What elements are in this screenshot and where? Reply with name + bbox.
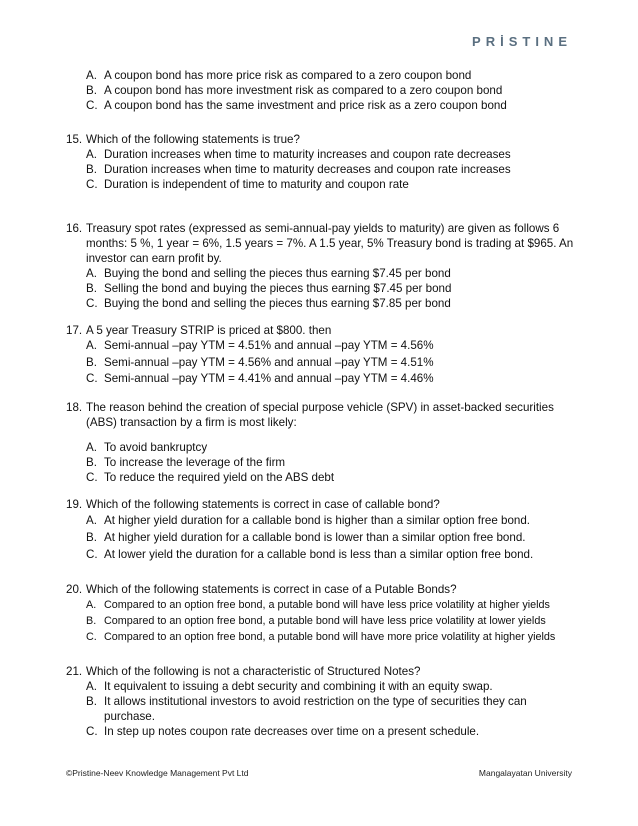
pristine-logo: PRİSTINE xyxy=(472,34,572,49)
question-stem xyxy=(66,664,576,679)
option-letter: C. xyxy=(86,178,98,191)
question-number: 15. xyxy=(66,133,83,146)
question-text: Which of the following statements is true? xyxy=(86,133,300,146)
option xyxy=(66,83,576,98)
option xyxy=(66,371,576,388)
question-number: 17. xyxy=(66,324,83,337)
option-text: Buying the bond and selling the pieces thus earning $7.45 per bond xyxy=(104,267,451,280)
option xyxy=(66,338,576,355)
option xyxy=(66,281,576,296)
question-text: The reason behind the creation of special purpose vehicle (SPV) in asset-backed securities (ABS) transaction by a firm is most likely: xyxy=(86,400,554,429)
option-text: It equivalent to issuing a debt security and combining it with an equity swap. xyxy=(104,679,493,693)
option-letter: C. xyxy=(86,372,98,385)
option xyxy=(66,724,576,739)
option-text: At lower yield the duration for a callable bond is less than a similar option free bond. xyxy=(104,547,534,561)
option-letter: A. xyxy=(86,267,97,280)
question-18 xyxy=(66,400,576,485)
option-text: Semi-annual –pay YTM = 4.51% and annual –pay YTM = 4.56% xyxy=(104,339,434,352)
option-text: Compared to an option free bond, a putable bond will have less price volatility at higher yields xyxy=(104,598,550,611)
question-stem xyxy=(66,323,576,338)
option-letter: A. xyxy=(86,440,97,454)
option-text: To reduce the required yield on the ABS debt xyxy=(104,470,335,484)
option xyxy=(66,529,576,546)
question-16 xyxy=(66,221,576,311)
option-letter: A. xyxy=(86,339,97,352)
option xyxy=(66,679,576,694)
option-letter: A. xyxy=(86,598,97,611)
option xyxy=(66,147,576,162)
option-text: Selling the bond and buying the pieces thus earning $7.45 per bond xyxy=(104,282,452,295)
question-number: 18. xyxy=(66,400,83,414)
option-text: Duration increases when time to maturity increases and coupon rate decreases xyxy=(104,148,511,161)
question-text: Treasury spot rates (expressed as semi-annual-pay yields to maturity) are given as follows 6 months: 5 %, 1 year = 6%, 1.5 years = 7%. A 1.5 year, 5% Treasury bond is trading at $965. An investor can earn profit by. xyxy=(86,222,574,265)
option-text: To increase the leverage of the firm xyxy=(104,455,286,469)
option-text: A coupon bond has more investment risk as compared to a zero coupon bond xyxy=(104,84,503,97)
option xyxy=(66,162,576,177)
question-text: Which of the following statements is correct in case of callable bond? xyxy=(86,497,440,511)
option-letter: C. xyxy=(86,724,98,738)
option-text: At higher yield duration for a callable bond is higher than a similar option free bond. xyxy=(104,513,531,527)
option-text: A coupon bond has the same investment and price risk as a zero coupon bond xyxy=(104,99,507,112)
option xyxy=(66,98,576,113)
question-21 xyxy=(66,664,576,739)
option-letter: B. xyxy=(86,694,97,708)
option xyxy=(66,266,576,281)
option xyxy=(66,613,576,629)
option-text: It allows institutional investors to avoid restriction on the type of securities they can purchase. xyxy=(104,694,527,723)
option-text: At higher yield duration for a callable bond is lower than a similar option free bond. xyxy=(104,530,526,544)
question-stem xyxy=(66,221,576,266)
question-19 xyxy=(66,497,576,563)
option-letter: A. xyxy=(86,679,97,693)
option-letter: B. xyxy=(86,282,97,295)
option-text: Compared to an option free bond, a putable bond will have less price volatility at lower yields xyxy=(104,614,546,627)
option-text: Duration is independent of time to maturity and coupon rate xyxy=(104,178,409,191)
option-letter: A. xyxy=(86,148,97,161)
question-stem xyxy=(66,132,576,147)
option-letter: C. xyxy=(86,630,97,643)
question-number: 16. xyxy=(66,222,83,235)
option xyxy=(66,455,576,470)
option xyxy=(66,68,576,83)
option-text: Duration increases when time to maturity decreases and coupon rate increases xyxy=(104,163,511,176)
option xyxy=(66,694,576,724)
question-20 xyxy=(66,582,576,645)
option xyxy=(66,440,576,455)
option-letter: B. xyxy=(86,84,97,97)
document-content xyxy=(66,68,576,739)
question-number: 20. xyxy=(66,582,83,596)
option-letter: C. xyxy=(86,470,98,484)
option xyxy=(66,597,576,613)
option xyxy=(66,546,576,563)
option-text: In step up notes coupon rate decreases over time on a present schedule. xyxy=(104,724,480,738)
intro-options xyxy=(66,68,576,113)
option-letter: B. xyxy=(86,530,97,544)
option xyxy=(66,355,576,372)
footer-university: Mangalayatan University xyxy=(478,768,572,778)
option xyxy=(66,177,576,192)
option-text: Semi-annual –pay YTM = 4.41% and annual –pay YTM = 4.46% xyxy=(104,372,434,385)
option-text: Semi-annual –pay YTM = 4.56% and annual –pay YTM = 4.51% xyxy=(104,355,434,369)
option-text: To avoid bankruptcy xyxy=(104,440,208,454)
option xyxy=(66,470,576,485)
option-text: Compared to an option free bond, a putable bond will have more price volatility at higher yields xyxy=(104,630,556,643)
option-letter: A. xyxy=(86,69,97,82)
question-text: Which of the following statements is correct in case of a Putable Bonds? xyxy=(86,582,457,596)
option-letter: A. xyxy=(86,513,97,527)
question-stem xyxy=(66,497,576,512)
option-letter: C. xyxy=(86,99,98,112)
option xyxy=(66,629,576,645)
footer-copyright: ©Pristine-Neev Knowledge Management Pvt Ltd xyxy=(66,768,249,778)
question-text: Which of the following is not a characteristic of Structured Notes? xyxy=(86,664,421,678)
question-number: 19. xyxy=(66,497,83,511)
question-number: 21. xyxy=(66,664,83,678)
question-text: A 5 year Treasury STRIP is priced at $800. then xyxy=(86,324,332,337)
option xyxy=(66,512,576,529)
question-15 xyxy=(66,132,576,192)
option xyxy=(66,296,576,311)
question-stem xyxy=(66,582,576,597)
option-letter: C. xyxy=(86,547,98,561)
option-letter: B. xyxy=(86,614,97,627)
option-letter: B. xyxy=(86,455,97,469)
option-text: A coupon bond has more price risk as compared to a zero coupon bond xyxy=(104,69,472,82)
option-text: Buying the bond and selling the pieces thus earning $7.85 per bond xyxy=(104,297,451,310)
option-letter: C. xyxy=(86,297,98,310)
option-letter: B. xyxy=(86,355,97,369)
question-17 xyxy=(66,323,576,388)
question-stem xyxy=(66,400,576,430)
option-letter: B. xyxy=(86,163,97,176)
page-footer xyxy=(66,768,572,778)
